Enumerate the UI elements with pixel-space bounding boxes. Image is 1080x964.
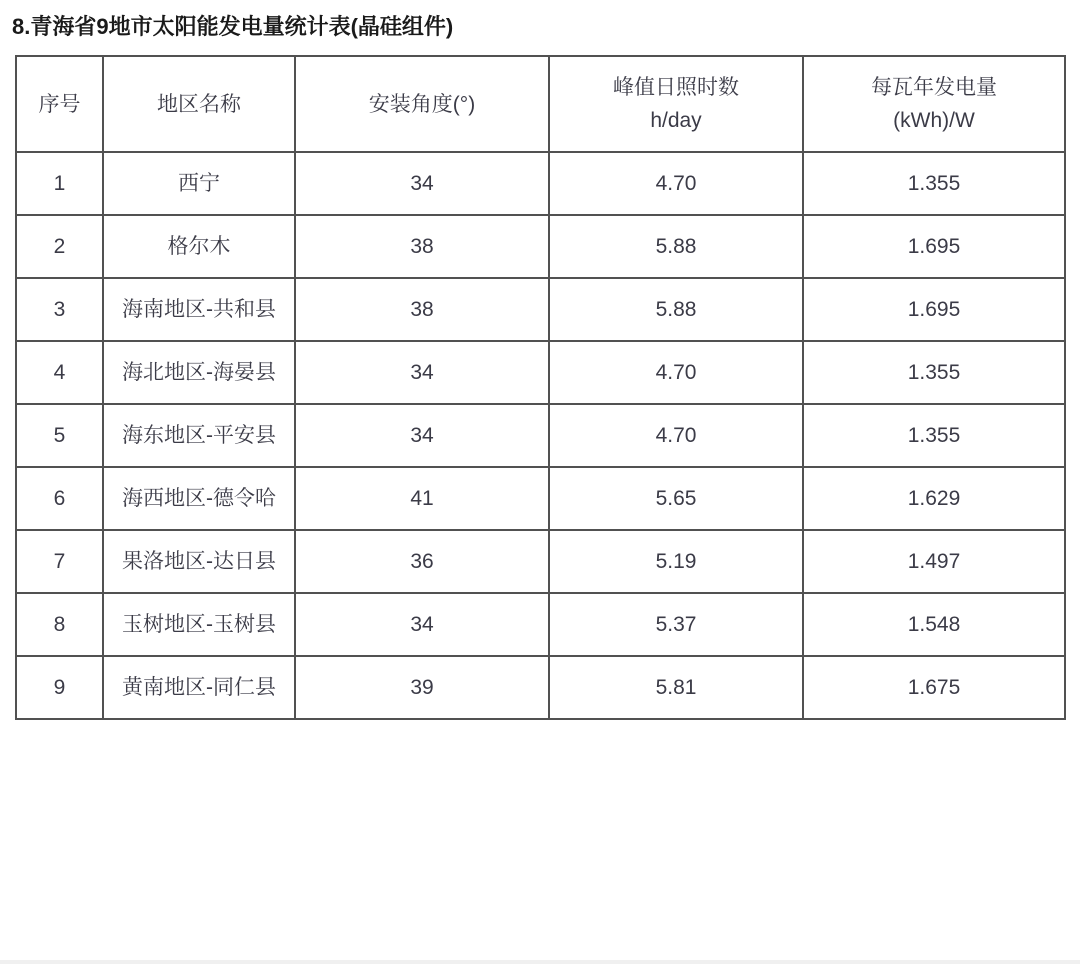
cell-annual-yield: 1.355 bbox=[803, 152, 1065, 215]
page-title: 8.青海省9地市太阳能发电量统计表(晶硅组件) bbox=[12, 14, 454, 39]
cell-region: 玉树地区-玉树县 bbox=[103, 593, 295, 656]
cell-index: 4 bbox=[16, 341, 103, 404]
cell-annual-yield: 1.548 bbox=[803, 593, 1065, 656]
col-header-index bbox=[16, 56, 103, 152]
cell-region: 格尔木 bbox=[103, 215, 295, 278]
cell-region: 黄南地区-同仁县 bbox=[103, 656, 295, 719]
cell-region: 海东地区-平安县 bbox=[103, 404, 295, 467]
header-row bbox=[16, 56, 1065, 152]
cell-peak-hours: 5.65 bbox=[549, 467, 803, 530]
cell-peak-hours: 4.70 bbox=[549, 404, 803, 467]
cell-angle: 41 bbox=[295, 467, 549, 530]
cell-peak-hours: 4.70 bbox=[549, 152, 803, 215]
cell-annual-yield: 1.629 bbox=[803, 467, 1065, 530]
table-row bbox=[16, 278, 1065, 341]
table-row bbox=[16, 656, 1065, 719]
cell-annual-yield: 1.355 bbox=[803, 404, 1065, 467]
col-header-annual-yield-unit: (kWh)/W bbox=[893, 109, 975, 132]
solar-stats-table bbox=[15, 55, 1066, 720]
table-row bbox=[16, 593, 1065, 656]
col-header-region-label: 地区名称 bbox=[157, 92, 241, 116]
table-row bbox=[16, 152, 1065, 215]
cell-index: 9 bbox=[16, 656, 103, 719]
cell-angle: 39 bbox=[295, 656, 549, 719]
cell-peak-hours: 5.88 bbox=[549, 215, 803, 278]
cell-annual-yield: 1.355 bbox=[803, 341, 1065, 404]
cell-peak-hours: 5.88 bbox=[549, 278, 803, 341]
cell-region: 海西地区-德令哈 bbox=[103, 467, 295, 530]
cell-region: 海北地区-海晏县 bbox=[103, 341, 295, 404]
cell-index: 8 bbox=[16, 593, 103, 656]
cell-angle: 36 bbox=[295, 530, 549, 593]
table-row bbox=[16, 215, 1065, 278]
cell-angle: 34 bbox=[295, 341, 549, 404]
cell-angle: 34 bbox=[295, 404, 549, 467]
cell-angle: 38 bbox=[295, 278, 549, 341]
cell-angle: 34 bbox=[295, 593, 549, 656]
col-header-peak-hours-unit: h/day bbox=[650, 109, 702, 132]
cell-region: 果洛地区-达日县 bbox=[103, 530, 295, 593]
cell-annual-yield: 1.695 bbox=[803, 278, 1065, 341]
cell-annual-yield: 1.497 bbox=[803, 530, 1065, 593]
cell-peak-hours: 5.19 bbox=[549, 530, 803, 593]
col-header-angle bbox=[295, 56, 549, 152]
table-row bbox=[16, 530, 1065, 593]
table-row bbox=[16, 467, 1065, 530]
cell-peak-hours: 4.70 bbox=[549, 341, 803, 404]
col-header-peak-hours bbox=[549, 56, 803, 152]
col-header-peak-hours-label: 峰值日照时数 bbox=[613, 76, 739, 99]
table-row bbox=[16, 341, 1065, 404]
cell-peak-hours: 5.81 bbox=[549, 656, 803, 719]
col-header-annual-yield-label: 每瓦年发电量 bbox=[871, 76, 997, 99]
cell-index: 7 bbox=[16, 530, 103, 593]
table-row bbox=[16, 404, 1065, 467]
cell-annual-yield: 1.695 bbox=[803, 215, 1065, 278]
cell-annual-yield: 1.675 bbox=[803, 656, 1065, 719]
cell-peak-hours: 5.37 bbox=[549, 593, 803, 656]
cell-index: 3 bbox=[16, 278, 103, 341]
cell-region: 西宁 bbox=[103, 152, 295, 215]
col-header-annual-yield bbox=[803, 56, 1065, 152]
cell-region: 海南地区-共和县 bbox=[103, 278, 295, 341]
cell-index: 6 bbox=[16, 467, 103, 530]
cell-index: 2 bbox=[16, 215, 103, 278]
cell-index: 5 bbox=[16, 404, 103, 467]
page bbox=[0, 10, 1080, 964]
cell-angle: 38 bbox=[295, 215, 549, 278]
col-header-angle-label: 安装角度(°) bbox=[368, 92, 476, 116]
page-bottom-edge bbox=[0, 960, 1080, 964]
cell-angle: 34 bbox=[295, 152, 549, 215]
cell-index: 1 bbox=[16, 152, 103, 215]
col-header-index-label: 序号 bbox=[38, 92, 81, 116]
col-header-region bbox=[103, 56, 295, 152]
